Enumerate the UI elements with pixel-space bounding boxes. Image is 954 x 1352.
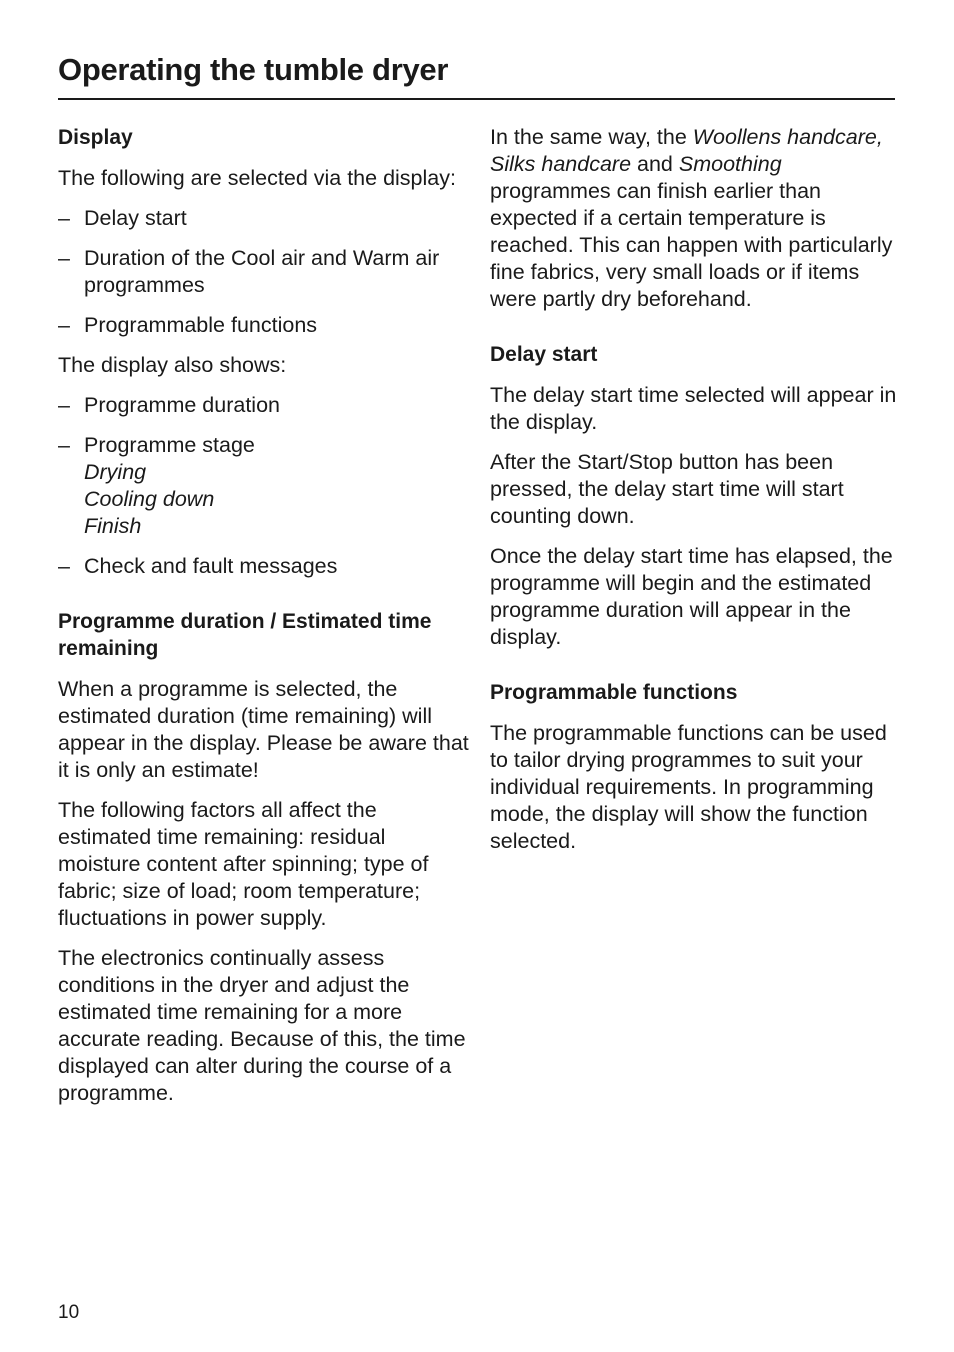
list-item-text: Programmable functions	[84, 313, 318, 337]
section-heading-display: Display	[58, 126, 133, 149]
list-item	[58, 392, 470, 419]
delay-paragraph-1: The delay start time selected will appear in the display.	[490, 383, 897, 434]
intro-text-3: programmes can finish earlier than expected if a certain temperature is reached. This can happen with particularly fine fabrics, very small loads or if items were partly dry beforehand.	[490, 179, 893, 311]
intro-text-2: and	[631, 152, 679, 176]
stage-cooling-down: Cooling down	[84, 487, 215, 511]
fine-fabrics-paragraph	[490, 124, 900, 313]
duration-paragraph-1: When a programme is selected, the estimated duration (time remaining) will appear in the display. Please be aware that it is only an estimate!	[58, 677, 469, 782]
section-heading-programmable-functions: Programmable functions	[490, 681, 738, 704]
section-heading-delay-start: Delay start	[490, 343, 598, 366]
display-selected-list	[58, 205, 470, 339]
list-item	[58, 205, 470, 232]
title-divider	[58, 98, 895, 100]
stage-drying: Drying	[84, 460, 147, 484]
right-column	[490, 124, 900, 868]
duration-paragraph-3: The electronics continually assess conditions in the dryer and adjust the estimated time remaining for a more accurate reading. Because of this, the time displayed can alter during the course of a programme.	[58, 946, 466, 1105]
left-column	[58, 124, 470, 1120]
duration-paragraph-2: The following factors all affect the estimated time remaining: residual moisture content after spinning; type of fabric; size of load; room temperature; fluctuations in power supply.	[58, 798, 429, 930]
list-item	[58, 553, 470, 580]
programme-name-woollens-silks: Woollens handcare, Silks handcare	[490, 125, 883, 176]
page-number: 10	[58, 1302, 80, 1323]
list-item	[58, 245, 470, 299]
display-intro: The following are selected via the display:	[58, 166, 456, 190]
list-item	[58, 432, 470, 540]
delay-paragraph-2: After the Start/Stop button has been pressed, the delay start time will start counting down.	[490, 450, 844, 528]
intro-text-1: In the same way, the	[490, 125, 693, 149]
delay-paragraph-3: Once the delay start time has elapsed, the programme will begin and the estimated programme duration will appear in the display.	[490, 544, 893, 649]
list-dash: –	[58, 554, 70, 578]
list-item-text: Programme duration	[84, 393, 280, 417]
list-dash: –	[58, 246, 70, 270]
programme-name-smoothing: Smoothing	[678, 152, 782, 176]
display-shows-list	[58, 392, 470, 580]
list-item-text: Programme stage	[84, 433, 255, 457]
section-heading-duration: Programme duration / Estimated time remaining	[58, 610, 432, 660]
stage-finish: Finish	[84, 514, 142, 538]
programmable-paragraph: The programmable functions can be used to tailor drying programmes to suit your individual requirements. In programming mode, the display will show the function selected.	[490, 721, 887, 853]
list-item-text: Delay start	[84, 206, 187, 230]
list-dash: –	[58, 433, 70, 457]
list-dash: –	[58, 393, 70, 417]
page-title: Operating the tumble dryer	[58, 52, 449, 87]
list-dash: –	[58, 313, 70, 337]
list-item-text: Check and fault messages	[84, 554, 338, 578]
list-item-text: Duration of the Cool air and Warm air programmes	[84, 246, 440, 297]
display-shows-intro: The display also shows:	[58, 353, 287, 377]
list-dash: –	[58, 206, 70, 230]
list-item	[58, 312, 470, 339]
